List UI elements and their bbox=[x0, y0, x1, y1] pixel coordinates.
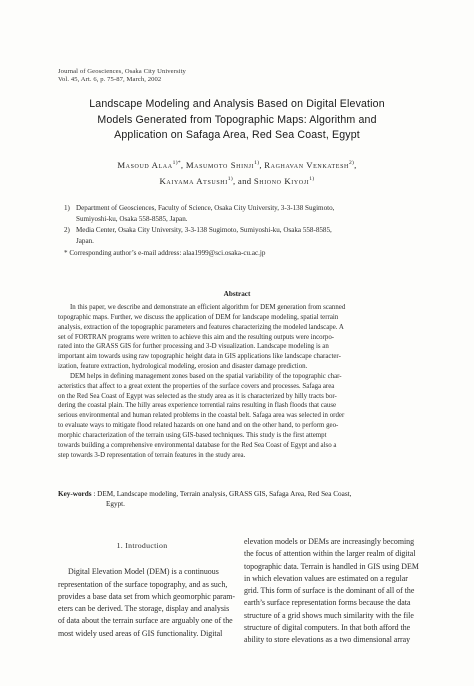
author-affil-mark: 1) bbox=[254, 160, 260, 166]
affiliation-1 bbox=[64, 203, 434, 224]
abstract-line: on the Red Sea Coast of Egypt was selected as the study area as it is characterized by hilly tracts bor- bbox=[58, 392, 337, 400]
author-affil-mark: 2) bbox=[348, 160, 355, 166]
keywords-label: Key-words bbox=[58, 490, 92, 498]
author-separator: , bbox=[354, 159, 357, 170]
journal-header bbox=[58, 68, 186, 85]
abstract-line: In this paper, we describe and demonstrate an efficient algorithm for DEM generation from scanned bbox=[70, 304, 346, 311]
body-column-right bbox=[244, 536, 418, 647]
body-column-left bbox=[58, 540, 236, 640]
author-list bbox=[40, 156, 434, 189]
body-line: representation of the surface topography, and as such, bbox=[58, 579, 228, 589]
affiliation-text: Japan. bbox=[76, 236, 94, 245]
title-line: Application on Safaga Area, Red Sea Coast, Egypt bbox=[114, 129, 360, 142]
abstract-paragraph-2 bbox=[58, 372, 416, 461]
abstract-line: dering the coastal plain. The hilly areas experience torrential rains resulting in flash floods that cause bbox=[58, 402, 337, 410]
body-line: most widely used areas of GIS functionality. Digital bbox=[58, 628, 223, 638]
body-line: grid. This form of surface is the dominant of all of the bbox=[244, 586, 415, 596]
abstract-line: serious environmental and human related problems in the coastal belt. Safaga area was selected in order bbox=[58, 412, 345, 420]
author-affil-mark: 1)* bbox=[172, 160, 181, 166]
body-line: structure of a grid shows much similarity with the file bbox=[244, 610, 414, 620]
journal-volume: Vol. 45, Art. 6, p. 75-87, March, 2002 bbox=[58, 76, 162, 84]
abstract-line: to evaluate ways to mitigate flood related hazards on one hand and on the other hand, to perform geo- bbox=[58, 422, 339, 430]
affiliation-2 bbox=[64, 225, 434, 246]
body-line: elevation models or DEMs are increasingly becoming bbox=[244, 537, 415, 546]
body-line: topographic data. Terrain is handled in GIS using DEM bbox=[244, 561, 419, 571]
body-line: provides a base data set from which geomorphic param- bbox=[58, 591, 236, 601]
abstract-line: analysis, extraction of the topographic parameters and features characterizing the modeled landscape. A bbox=[58, 323, 344, 331]
keywords bbox=[58, 489, 416, 510]
author-affil-mark: 1) bbox=[227, 176, 233, 183]
affiliation-number: 1) bbox=[64, 204, 70, 212]
title-line: Models Generated from Topographic Maps: Algorithm and bbox=[97, 113, 377, 126]
abstract-line: important aim towards using raw topographic height data in GIS applications like landscape character- bbox=[58, 353, 341, 361]
abstract-body bbox=[58, 303, 416, 461]
abstract-paragraph-1 bbox=[58, 303, 416, 372]
abstract-line: morphic characterization of the terrain using GIS-based techniques. This study is the first attempt bbox=[58, 431, 327, 439]
title-line: Landscape Modeling and Analysis Based on Digital Elevation bbox=[89, 98, 385, 110]
affiliation-text: Sumiyoshi-ku, Osaka 558-8585, Japan. bbox=[76, 214, 188, 223]
body-line: of data about the terrain surface are arguably one of the bbox=[58, 616, 233, 626]
abstract-line: rated into the GRASS GIS for further processing and 3-D visualization. Landscape modeling is an bbox=[58, 343, 329, 351]
body-line: structure of digital computers. In that both afford the bbox=[244, 623, 411, 633]
affiliation-number: 2) bbox=[64, 226, 70, 235]
author-name: Masoud Alaa bbox=[117, 159, 173, 170]
keywords-line-1 bbox=[58, 489, 416, 499]
author-separator: , bbox=[180, 159, 186, 170]
abstract-line: towards building a comprehensive environmental database for the Red Sea Coast of Egypt and also a bbox=[58, 441, 337, 449]
abstract-line: set of FORTRAN programs were written to achieve this aim and the resulting outputs were incorpo- bbox=[58, 333, 335, 341]
abstract-line: DEM helps in defining management zones based on the spatial variability of the topographic char- bbox=[70, 372, 342, 380]
body-line: the focus of attention within the larger realm of digital bbox=[244, 549, 416, 559]
corresponding-author-note: * Corresponding author’s e-mail address: alaa1999@sci.osaka-cu.ac.jp bbox=[64, 249, 266, 258]
author-line-1 bbox=[40, 156, 434, 172]
affiliation-text: Media Center, Osaka City University, 3-3-138 Sugimoto, Sumiyoshi-ku, Osaka 558-8585, bbox=[76, 226, 332, 235]
author-affil-mark: 1) bbox=[309, 176, 315, 183]
abstract-heading: Abstract bbox=[223, 290, 251, 298]
author-name: Masumoto Shinji bbox=[185, 159, 255, 170]
abstract-line: topographic maps. Further, we discuss the application of DEM for landscape modeling, spatial terrain bbox=[58, 313, 339, 321]
paper-title bbox=[40, 97, 434, 144]
section-heading-introduction: 1. Introduction bbox=[116, 541, 168, 550]
body-line: ability to store elevations as a two dimensional array bbox=[244, 635, 411, 645]
author-name: Shiono Kiyoji bbox=[253, 176, 310, 187]
body-line: Digital Elevation Model (DEM) is a continuous bbox=[68, 567, 219, 577]
body-line: earth’s surface representation forms because the data bbox=[244, 598, 411, 608]
affiliations bbox=[64, 203, 434, 259]
author-line-2 bbox=[40, 172, 434, 188]
author-name: Kaiyama Atsushi bbox=[159, 176, 228, 187]
author-separator: , and bbox=[232, 176, 254, 187]
keywords-line-2: Egypt. bbox=[106, 500, 125, 509]
abstract-line: ization, feature extraction, hydrological modeling, erosion and disaster damage prediction. bbox=[58, 363, 308, 371]
body-line: eters can be derived. The storage, display and analysis bbox=[58, 604, 230, 614]
body-line: in which elevation values are estimated on a regular bbox=[244, 573, 408, 583]
author-name: Raghavan Venkatesh bbox=[264, 159, 349, 170]
abstract-line: acteristics that affect to a great extent the properties of the surface covers and processes. Safaga area bbox=[58, 382, 335, 390]
author-separator: , bbox=[259, 159, 265, 170]
affiliation-text: Department of Geosciences, Faculty of Science, Osaka City University, 3-3-138 Sugimoto, bbox=[76, 204, 335, 212]
journal-name: Journal of Geosciences, Osaka City University bbox=[58, 68, 186, 75]
abstract-line: step towards 3-D representation of terrain features in the study area. bbox=[58, 451, 246, 459]
keywords-text: : DEM, Landscape modeling, Terrain analysis, GRASS GIS, Safaga Area, Red Sea Coast, bbox=[91, 490, 352, 498]
